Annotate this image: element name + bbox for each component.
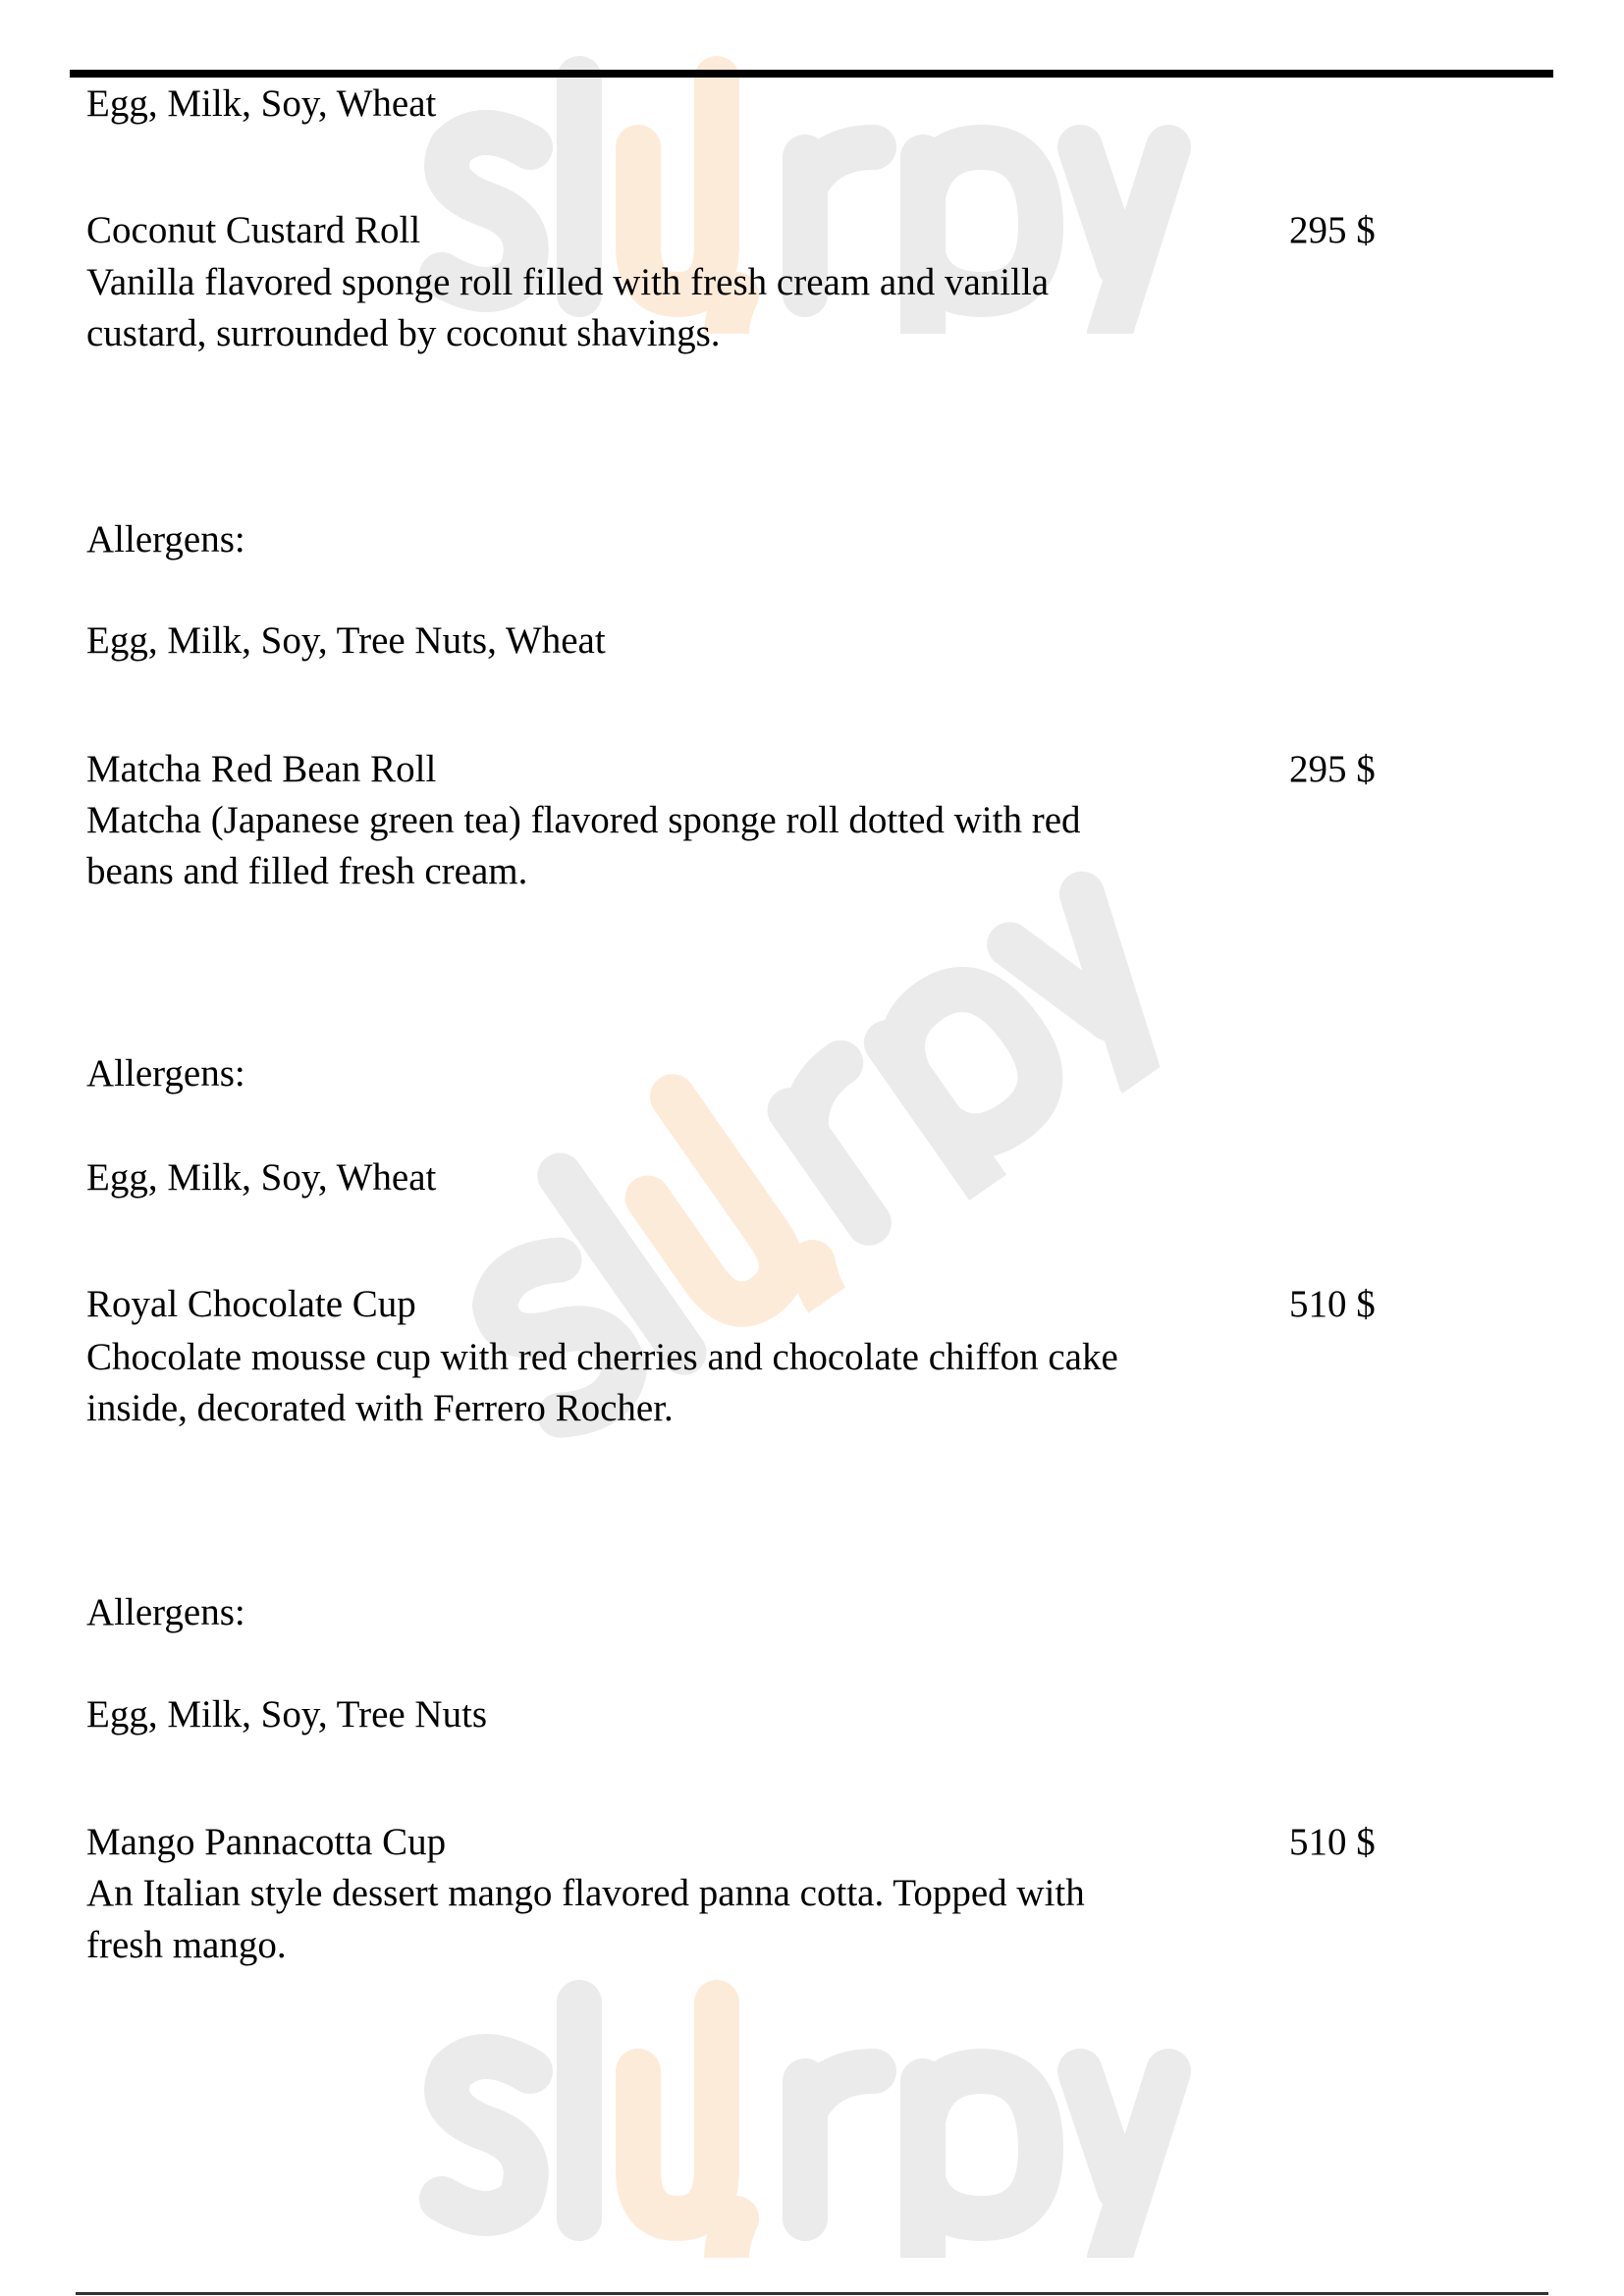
allergens-list: Egg, Milk, Soy, Wheat [86,1156,437,1199]
item-description: inside, decorated with Ferrero Rocher. [86,1387,674,1429]
allergens-label: Allergens: [86,518,245,561]
item-price: 295 $ [1289,209,1376,251]
item-description: Vanilla flavored sponge roll filled with fresh cream and vanilla [86,261,1050,303]
item-description: custard, surrounded by coconut shavings. [86,312,721,354]
allergens-label: Allergens: [86,1052,245,1095]
item-description: Matcha (Japanese green tea) flavored sponge roll dotted with red [86,799,1081,841]
bottom-divider [76,2292,1548,2295]
item-name: Mango Pannacotta Cup [86,1821,447,1863]
watermark-logo [412,1963,1218,2258]
item-description: beans and filled fresh cream. [86,850,528,892]
allergens-list: Egg, Milk, Soy, Wheat [86,82,437,125]
allergens-list: Egg, Milk, Soy, Tree Nuts, Wheat [86,619,606,662]
top-divider [70,70,1553,78]
item-description: An Italian style dessert mango flavored panna cotta. Topped with [86,1872,1085,1914]
item-name: Coconut Custard Roll [86,209,421,251]
item-price: 295 $ [1289,748,1376,790]
allergens-list: Egg, Milk, Soy, Tree Nuts [86,1693,488,1735]
item-price: 510 $ [1289,1283,1376,1325]
item-description: fresh mango. [86,1924,287,1966]
item-name: Matcha Red Bean Roll [86,748,437,790]
allergens-label: Allergens: [86,1591,245,1633]
item-price: 510 $ [1289,1821,1376,1863]
item-name: Royal Chocolate Cup [86,1283,416,1325]
item-description: Chocolate mousse cup with red cherries and chocolate chiffon cake [86,1336,1118,1378]
